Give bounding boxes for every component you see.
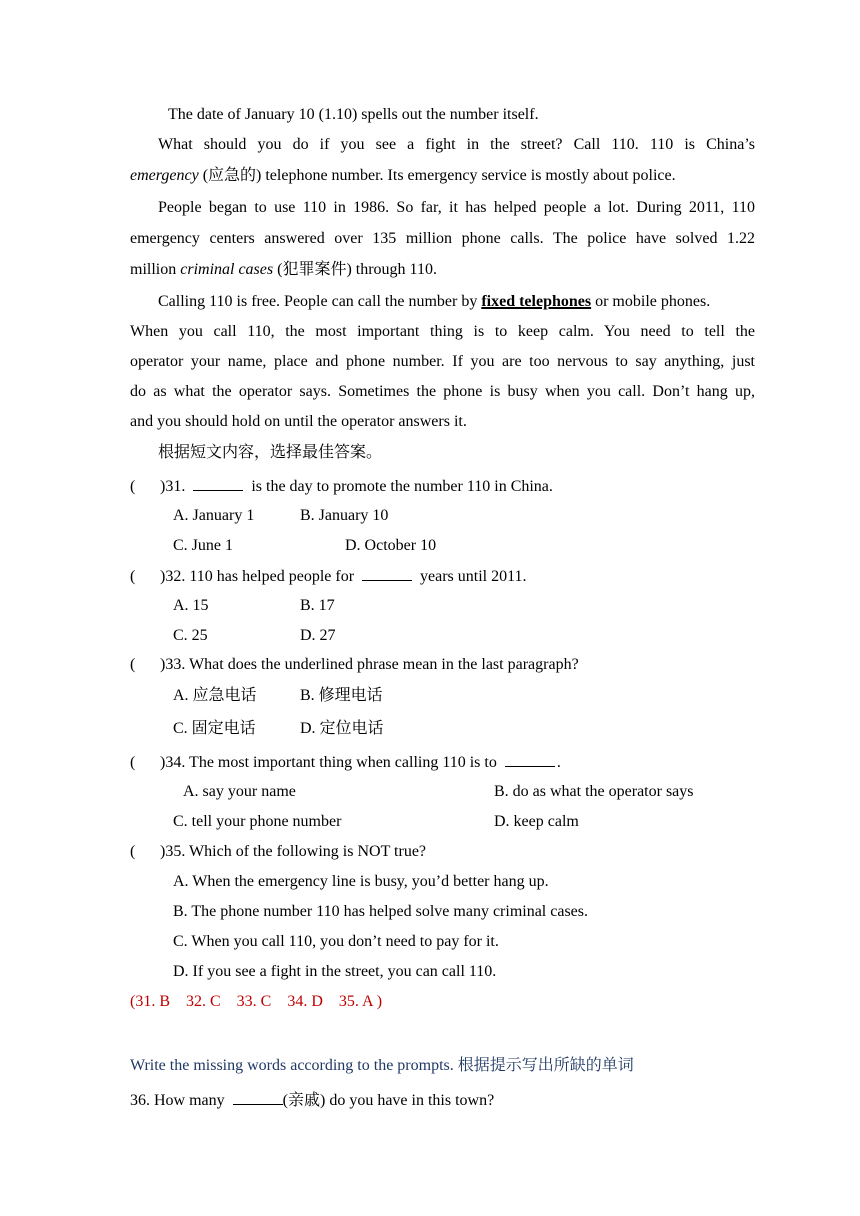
question-34 (130, 752, 755, 773)
answer-key-text: (31. B 32. C 33. C 34. D 35. A ) (130, 993, 383, 1010)
passage-text: (应急的) telephone number. Its emergency service is mostly about police. (198, 167, 676, 184)
option-b: B. The phone number 110 has helped solve many criminal cases. (173, 903, 589, 920)
option-b: B. 17 (300, 597, 335, 614)
option-a: A. When the emergency line is busy, you’d better hang up. (173, 873, 549, 890)
option-d: D. October 10 (345, 537, 437, 554)
option-d: D. 27 (300, 627, 336, 644)
passage-text: Calling 110 is free. People can call the number by (158, 293, 482, 310)
option-a: A. say your name (183, 783, 296, 800)
question-text: )32. 110 has helped people for (160, 568, 355, 585)
instruction-text: 根据短文内容，选择最佳答案。 (158, 444, 383, 461)
option-a: A. January 1 (173, 507, 255, 524)
passage-line (130, 166, 755, 186)
passage-text: People began to use 110 in 1986. So far, it has helped people a lot. During 2011, 110 (158, 199, 755, 216)
option-d: D. keep calm (494, 813, 579, 830)
question-text: (亲戚) do you have in this town? (282, 1092, 495, 1109)
question-text: )33. What does the underlined phrase mean in the last paragraph? (160, 656, 579, 673)
question-32 (130, 566, 755, 587)
underlined-phrase: fixed telephones (481, 293, 592, 310)
passage-text: (犯罪案件) through 110. (273, 261, 437, 278)
passage-text: operator your name, place and phone number. If you are too nervous to say anything, just (130, 353, 755, 370)
passage-line (130, 322, 755, 342)
passage-line (130, 292, 755, 312)
passage-text: emergency centers answered over 135 million phone calls. The police have solved 1.22 (130, 230, 755, 247)
option-a: A. 应急电话 (173, 687, 257, 704)
answer-key (130, 992, 755, 1012)
passage-text: What should you do if you see a fight in the street? Call 110. 110 is China’s (158, 136, 755, 153)
passage-line (130, 382, 755, 402)
option-b: B. do as what the operator says (494, 783, 694, 800)
answer-blank[interactable] (193, 476, 243, 491)
option-c: C. 25 (173, 627, 208, 644)
passage-line (130, 229, 755, 249)
answer-blank[interactable] (233, 1090, 283, 1105)
passage-text: million (130, 261, 181, 278)
question-text: years until 2011. (420, 568, 527, 585)
question-text: . (556, 754, 561, 771)
italic-term: criminal cases (180, 261, 274, 278)
question-35 (130, 842, 755, 862)
section-heading (130, 1056, 755, 1076)
question-text: )35. Which of the following is NOT true? (160, 843, 427, 860)
italic-term: emergency (130, 167, 199, 184)
instruction (130, 443, 755, 463)
question-text: is the day to promote the number 110 in China. (251, 478, 553, 495)
option-c: C. 固定电话 (173, 720, 256, 737)
option-a: A. 15 (173, 597, 209, 614)
option-c: C. tell your phone number (173, 813, 342, 830)
option-b: B. 修理电话 (300, 687, 383, 704)
passage-text: and you should hold on until the operator answers it. (130, 413, 467, 430)
option-c: C. June 1 (173, 537, 233, 554)
passage-text: do as what the operator says. Sometimes the phone is busy when you call. Don’t hang up, (130, 383, 755, 400)
answer-paren: ( (130, 843, 136, 860)
passage-text: When you call 110, the most important thing is to keep calm. You need to tell the (130, 323, 755, 340)
answer-paren: ( (130, 754, 136, 771)
option-b: B. January 10 (300, 507, 389, 524)
answer-paren: ( (130, 478, 136, 495)
question-text: 36. How many (130, 1092, 225, 1109)
passage-text: or mobile phones. (591, 293, 711, 310)
question-36 (130, 1090, 755, 1111)
passage-line (130, 412, 755, 432)
answer-paren: ( (130, 656, 136, 673)
passage-line (130, 198, 755, 218)
passage-line (130, 105, 793, 125)
question-33 (130, 655, 755, 675)
question-31 (130, 476, 755, 497)
option-d: D. 定位电话 (300, 720, 384, 737)
answer-blank[interactable] (505, 752, 555, 767)
passage-text: The date of January 10 (1.10) spells out the number itself. (168, 106, 539, 123)
passage-line (130, 260, 755, 280)
option-c: C. When you call 110, you don’t need to pay for it. (173, 933, 499, 950)
question-text: )34. The most important thing when calling 110 is to (160, 754, 497, 771)
passage-line (130, 135, 755, 155)
answer-paren: ( (130, 568, 136, 585)
passage-line (130, 352, 755, 372)
option-d: D. If you see a fight in the street, you can call 110. (173, 963, 497, 980)
answer-blank[interactable] (362, 566, 412, 581)
question-number: )31. (160, 478, 186, 495)
section-heading-text: Write the missing words according to the prompts. 根据提示写出所缺的单词 (130, 1057, 634, 1074)
